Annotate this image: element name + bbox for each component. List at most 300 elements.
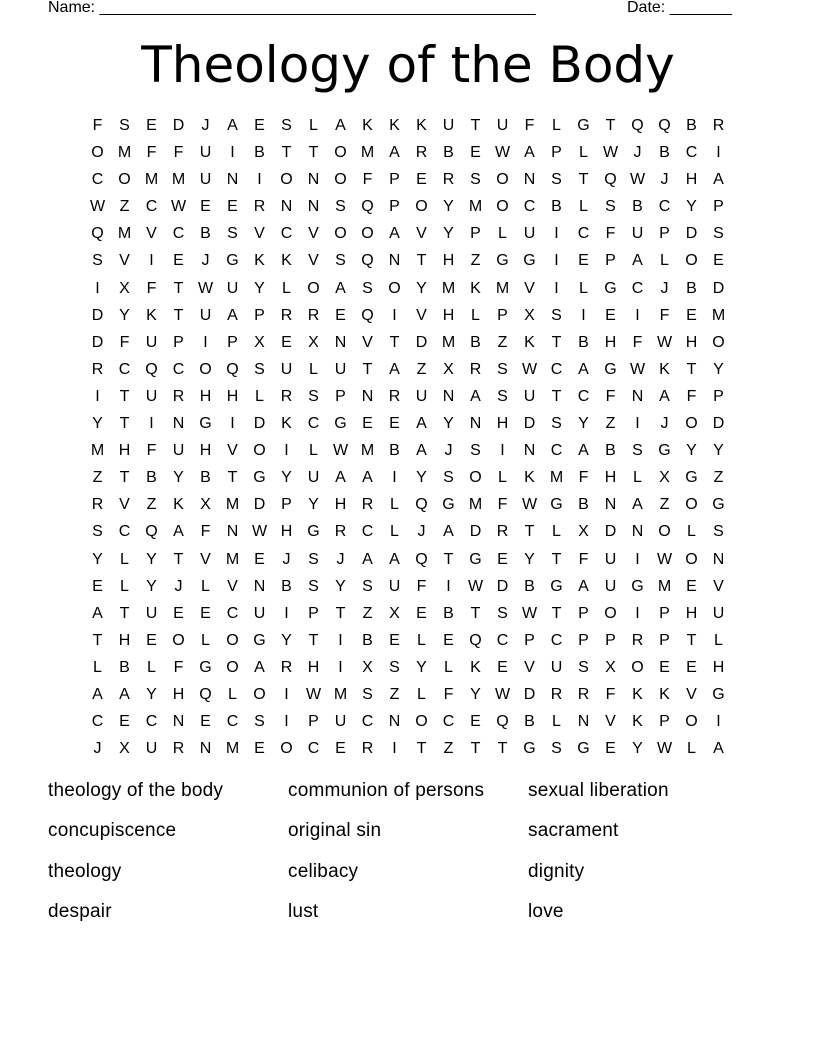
grid-letter[interactable]: W bbox=[251, 523, 268, 541]
grid-letter[interactable]: C bbox=[361, 523, 374, 541]
grid-letter[interactable]: E bbox=[146, 631, 157, 649]
grid-letter[interactable]: E bbox=[254, 550, 265, 568]
grid-letter[interactable]: W bbox=[629, 360, 646, 378]
grid-letter[interactable]: I bbox=[716, 713, 721, 731]
grid-letter[interactable]: D bbox=[685, 225, 698, 243]
grid-letter[interactable]: A bbox=[416, 442, 427, 460]
grid-letter[interactable]: J bbox=[282, 550, 291, 568]
grid-letter[interactable]: R bbox=[631, 631, 644, 649]
grid-letter[interactable]: P bbox=[470, 225, 481, 243]
grid-letter[interactable]: C bbox=[226, 604, 239, 622]
grid-letter[interactable]: I bbox=[257, 171, 262, 189]
grid-letter[interactable]: A bbox=[92, 604, 103, 622]
grid-letter[interactable]: B bbox=[578, 333, 589, 351]
grid-letter[interactable]: O bbox=[361, 225, 374, 243]
grid-letter[interactable]: S bbox=[470, 171, 481, 189]
grid-letter[interactable]: F bbox=[497, 496, 508, 514]
grid-letter[interactable]: A bbox=[173, 523, 184, 541]
grid-letter[interactable]: Y bbox=[308, 496, 319, 514]
grid-letter[interactable]: N bbox=[631, 523, 644, 541]
grid-letter[interactable]: P bbox=[497, 306, 508, 324]
grid-letter[interactable]: Z bbox=[362, 604, 373, 622]
grid-letter[interactable]: W bbox=[197, 279, 214, 297]
grid-letter[interactable]: X bbox=[659, 469, 670, 487]
grid-letter[interactable]: L bbox=[417, 685, 426, 703]
grid-letter[interactable]: I bbox=[149, 252, 154, 270]
grid-letter[interactable]: E bbox=[470, 144, 481, 162]
grid-letter[interactable]: H bbox=[334, 496, 347, 514]
grid-letter[interactable]: V bbox=[200, 550, 211, 568]
grid-letter[interactable]: L bbox=[201, 631, 210, 649]
grid-letter[interactable]: A bbox=[335, 279, 346, 297]
grid-letter[interactable]: R bbox=[550, 685, 563, 703]
grid-letter[interactable]: D bbox=[415, 333, 428, 351]
grid-letter[interactable]: N bbox=[523, 442, 536, 460]
grid-letter[interactable]: W bbox=[629, 171, 646, 189]
grid-letter[interactable]: U bbox=[253, 604, 266, 622]
grid-letter[interactable]: G bbox=[226, 252, 239, 270]
grid-letter[interactable]: D bbox=[253, 496, 266, 514]
grid-letter[interactable]: H bbox=[199, 442, 212, 460]
grid-letter[interactable]: Z bbox=[389, 685, 400, 703]
grid-letter[interactable]: O bbox=[334, 225, 347, 243]
grid-letter[interactable]: P bbox=[389, 198, 400, 216]
grid-letter[interactable]: S bbox=[551, 171, 562, 189]
grid-letter[interactable]: O bbox=[226, 631, 239, 649]
grid-letter[interactable]: H bbox=[442, 306, 455, 324]
grid-letter[interactable]: U bbox=[523, 387, 536, 405]
grid-letter[interactable]: D bbox=[712, 415, 725, 433]
grid-letter[interactable]: T bbox=[470, 604, 481, 622]
grid-letter[interactable]: T bbox=[119, 604, 130, 622]
grid-letter[interactable]: B bbox=[524, 577, 535, 595]
grid-letter[interactable]: U bbox=[307, 469, 320, 487]
grid-letter[interactable]: X bbox=[119, 279, 130, 297]
grid-letter[interactable]: H bbox=[604, 333, 617, 351]
grid-letter[interactable]: S bbox=[362, 279, 373, 297]
date-field[interactable]: Date: _______ bbox=[627, 0, 732, 16]
grid-letter[interactable]: I bbox=[716, 144, 721, 162]
grid-letter[interactable]: N bbox=[388, 252, 401, 270]
grid-letter[interactable]: Y bbox=[686, 198, 697, 216]
grid-letter[interactable]: G bbox=[199, 415, 212, 433]
grid-letter[interactable]: E bbox=[173, 604, 184, 622]
grid-letter[interactable]: C bbox=[307, 415, 320, 433]
grid-letter[interactable]: C bbox=[577, 387, 590, 405]
grid-letter[interactable]: G bbox=[604, 279, 617, 297]
grid-letter[interactable]: P bbox=[659, 604, 670, 622]
grid-letter[interactable]: O bbox=[226, 658, 239, 676]
grid-letter[interactable]: E bbox=[605, 740, 616, 758]
grid-letter[interactable]: Y bbox=[119, 306, 130, 324]
grid-letter[interactable]: A bbox=[416, 415, 427, 433]
grid-letter[interactable]: Q bbox=[145, 360, 158, 378]
grid-letter[interactable]: M bbox=[225, 740, 240, 758]
grid-letter[interactable]: F bbox=[173, 658, 184, 676]
grid-letter[interactable]: A bbox=[578, 360, 589, 378]
grid-letter[interactable]: H bbox=[685, 604, 698, 622]
grid-letter[interactable]: X bbox=[308, 333, 319, 351]
grid-letter[interactable]: N bbox=[388, 713, 401, 731]
grid-letter[interactable]: E bbox=[335, 740, 346, 758]
grid-letter[interactable]: Q bbox=[604, 171, 617, 189]
grid-letter[interactable]: O bbox=[91, 144, 104, 162]
grid-letter[interactable]: O bbox=[415, 198, 428, 216]
grid-letter[interactable]: C bbox=[280, 225, 293, 243]
grid-letter[interactable]: M bbox=[468, 496, 483, 514]
grid-letter[interactable]: I bbox=[284, 442, 289, 460]
grid-letter[interactable]: M bbox=[90, 442, 105, 460]
grid-letter[interactable]: X bbox=[389, 604, 400, 622]
grid-letter[interactable]: P bbox=[713, 387, 724, 405]
grid-letter[interactable]: D bbox=[712, 279, 725, 297]
grid-letter[interactable]: G bbox=[523, 740, 536, 758]
grid-letter[interactable]: F bbox=[659, 306, 670, 324]
grid-letter[interactable]: O bbox=[469, 469, 482, 487]
grid-letter[interactable]: M bbox=[360, 144, 375, 162]
grid-letter[interactable]: P bbox=[605, 252, 616, 270]
grid-letter[interactable]: D bbox=[253, 415, 266, 433]
grid-letter[interactable]: L bbox=[498, 225, 507, 243]
grid-letter[interactable]: P bbox=[605, 631, 616, 649]
grid-letter[interactable]: I bbox=[392, 740, 397, 758]
grid-letter[interactable]: P bbox=[713, 198, 724, 216]
grid-letter[interactable]: B bbox=[200, 225, 211, 243]
grid-letter[interactable]: T bbox=[470, 740, 481, 758]
grid-letter[interactable]: Q bbox=[658, 117, 671, 134]
grid-letter[interactable]: I bbox=[95, 279, 100, 297]
grid-letter[interactable]: N bbox=[226, 523, 239, 541]
grid-letter[interactable]: S bbox=[713, 523, 724, 541]
grid-letter[interactable]: B bbox=[686, 279, 697, 297]
grid-letter[interactable]: W bbox=[521, 496, 538, 514]
grid-letter[interactable]: E bbox=[686, 577, 697, 595]
grid-letter[interactable]: D bbox=[91, 333, 104, 351]
grid-letter[interactable]: Y bbox=[416, 469, 427, 487]
grid-letter[interactable]: W bbox=[170, 198, 187, 216]
grid-letter[interactable]: B bbox=[443, 144, 454, 162]
grid-letter[interactable]: S bbox=[632, 442, 643, 460]
grid-letter[interactable]: R bbox=[442, 171, 455, 189]
grid-letter[interactable]: U bbox=[523, 225, 536, 243]
grid-letter[interactable]: E bbox=[200, 198, 211, 216]
grid-letter[interactable]: I bbox=[338, 658, 343, 676]
grid-letter[interactable]: T bbox=[173, 279, 184, 297]
grid-letter[interactable]: M bbox=[549, 469, 564, 487]
grid-letter[interactable]: L bbox=[309, 117, 318, 134]
grid-letter[interactable]: B bbox=[578, 496, 589, 514]
grid-letter[interactable]: T bbox=[578, 171, 589, 189]
grid-letter[interactable]: B bbox=[254, 144, 265, 162]
grid-letter[interactable]: R bbox=[307, 306, 320, 324]
grid-letter[interactable]: U bbox=[199, 144, 212, 162]
grid-letter[interactable]: W bbox=[521, 604, 538, 622]
grid-letter[interactable]: S bbox=[497, 604, 508, 622]
grid-letter[interactable]: F bbox=[686, 387, 697, 405]
grid-letter[interactable]: S bbox=[119, 117, 130, 134]
grid-letter[interactable]: V bbox=[119, 496, 130, 514]
grid-letter[interactable]: C bbox=[523, 198, 536, 216]
grid-letter[interactable]: L bbox=[120, 550, 129, 568]
grid-letter[interactable]: N bbox=[712, 550, 725, 568]
grid-letter[interactable]: J bbox=[174, 577, 183, 595]
grid-letter[interactable]: M bbox=[441, 279, 456, 297]
grid-letter[interactable]: Z bbox=[605, 415, 616, 433]
grid-letter[interactable]: I bbox=[446, 577, 451, 595]
grid-letter[interactable]: C bbox=[145, 198, 158, 216]
grid-letter[interactable]: Y bbox=[578, 415, 589, 433]
grid-letter[interactable]: H bbox=[118, 442, 131, 460]
grid-letter[interactable]: V bbox=[362, 333, 373, 351]
grid-letter[interactable]: A bbox=[470, 387, 481, 405]
grid-letter[interactable]: C bbox=[550, 360, 563, 378]
grid-letter[interactable]: C bbox=[361, 713, 374, 731]
grid-letter[interactable]: S bbox=[254, 360, 265, 378]
grid-letter[interactable]: H bbox=[199, 387, 212, 405]
grid-letter[interactable]: Y bbox=[443, 415, 454, 433]
grid-letter[interactable]: L bbox=[687, 523, 696, 541]
grid-letter[interactable]: E bbox=[416, 604, 427, 622]
grid-letter[interactable]: S bbox=[551, 306, 562, 324]
grid-letter[interactable]: C bbox=[442, 713, 455, 731]
grid-letter[interactable]: E bbox=[281, 333, 292, 351]
grid-letter[interactable]: W bbox=[332, 442, 349, 460]
grid-letter[interactable]: F bbox=[443, 685, 454, 703]
grid-letter[interactable]: Y bbox=[686, 442, 697, 460]
grid-letter[interactable]: N bbox=[334, 333, 347, 351]
grid-letter[interactable]: Y bbox=[146, 550, 157, 568]
grid-letter[interactable]: L bbox=[552, 117, 561, 134]
grid-letter[interactable]: I bbox=[230, 415, 235, 433]
grid-letter[interactable]: M bbox=[495, 279, 510, 297]
grid-letter[interactable]: C bbox=[118, 523, 131, 541]
grid-letter[interactable]: V bbox=[227, 577, 238, 595]
grid-letter[interactable]: M bbox=[468, 198, 483, 216]
grid-letter[interactable]: T bbox=[605, 117, 616, 134]
grid-letter[interactable]: C bbox=[307, 740, 320, 758]
grid-letter[interactable]: A bbox=[389, 360, 400, 378]
grid-letter[interactable]: V bbox=[416, 225, 427, 243]
grid-letter[interactable]: Y bbox=[443, 225, 454, 243]
grid-letter[interactable]: K bbox=[524, 333, 535, 351]
grid-letter[interactable]: I bbox=[338, 631, 343, 649]
grid-letter[interactable]: C bbox=[118, 360, 131, 378]
grid-letter[interactable]: Y bbox=[632, 740, 643, 758]
grid-letter[interactable]: C bbox=[631, 279, 644, 297]
grid-letter[interactable]: S bbox=[227, 225, 238, 243]
grid-letter[interactable]: E bbox=[227, 198, 238, 216]
grid-letter[interactable]: S bbox=[470, 442, 481, 460]
grid-letter[interactable]: M bbox=[441, 333, 456, 351]
grid-letter[interactable]: E bbox=[578, 252, 589, 270]
grid-letter[interactable]: B bbox=[686, 117, 697, 134]
grid-letter[interactable]: K bbox=[659, 685, 670, 703]
grid-letter[interactable]: E bbox=[389, 631, 400, 649]
grid-letter[interactable]: G bbox=[631, 577, 644, 595]
grid-letter[interactable]: H bbox=[685, 333, 698, 351]
grid-letter[interactable]: Q bbox=[226, 360, 239, 378]
grid-letter[interactable]: F bbox=[578, 469, 589, 487]
grid-letter[interactable]: O bbox=[334, 171, 347, 189]
grid-letter[interactable]: J bbox=[444, 442, 453, 460]
grid-letter[interactable]: M bbox=[711, 306, 726, 324]
grid-letter[interactable]: S bbox=[335, 252, 346, 270]
grid-letter[interactable]: N bbox=[172, 415, 185, 433]
grid-letter[interactable]: C bbox=[496, 631, 509, 649]
grid-letter[interactable]: J bbox=[633, 144, 642, 162]
grid-letter[interactable]: T bbox=[443, 550, 454, 568]
grid-letter[interactable]: I bbox=[554, 279, 559, 297]
grid-letter[interactable]: V bbox=[119, 252, 130, 270]
grid-letter[interactable]: Z bbox=[119, 198, 130, 216]
grid-letter[interactable]: T bbox=[389, 333, 400, 351]
grid-letter[interactable]: X bbox=[362, 658, 373, 676]
name-field[interactable]: Name: _________________________________________________ bbox=[48, 0, 536, 16]
grid-letter[interactable]: E bbox=[335, 306, 346, 324]
grid-letter[interactable]: G bbox=[253, 631, 266, 649]
grid-letter[interactable]: S bbox=[92, 252, 103, 270]
grid-letter[interactable]: E bbox=[200, 713, 211, 731]
grid-letter[interactable]: H bbox=[496, 415, 509, 433]
grid-letter[interactable]: Q bbox=[145, 523, 158, 541]
grid-letter[interactable]: H bbox=[685, 171, 698, 189]
grid-letter[interactable]: N bbox=[280, 198, 293, 216]
grid-letter[interactable]: V bbox=[524, 658, 535, 676]
grid-letter[interactable]: U bbox=[604, 550, 617, 568]
grid-letter[interactable]: I bbox=[203, 333, 208, 351]
grid-letter[interactable]: I bbox=[635, 604, 640, 622]
grid-letter[interactable]: X bbox=[119, 740, 130, 758]
grid-letter[interactable]: R bbox=[496, 523, 509, 541]
grid-letter[interactable]: F bbox=[173, 144, 184, 162]
grid-letter[interactable]: K bbox=[470, 658, 481, 676]
grid-letter[interactable]: V bbox=[686, 685, 697, 703]
grid-letter[interactable]: Y bbox=[173, 469, 184, 487]
grid-letter[interactable]: R bbox=[712, 117, 725, 134]
grid-letter[interactable]: K bbox=[632, 685, 643, 703]
grid-letter[interactable]: K bbox=[281, 252, 292, 270]
grid-letter[interactable]: S bbox=[389, 658, 400, 676]
grid-letter[interactable]: R bbox=[280, 658, 293, 676]
grid-letter[interactable]: B bbox=[146, 469, 157, 487]
grid-letter[interactable]: A bbox=[632, 496, 643, 514]
grid-letter[interactable]: Z bbox=[497, 333, 508, 351]
grid-letter[interactable]: L bbox=[390, 523, 399, 541]
grid-letter[interactable]: U bbox=[199, 171, 212, 189]
grid-letter[interactable]: E bbox=[686, 658, 697, 676]
grid-letter[interactable]: F bbox=[200, 523, 211, 541]
grid-letter[interactable]: R bbox=[172, 740, 185, 758]
grid-letter[interactable]: W bbox=[656, 550, 673, 568]
grid-letter[interactable]: L bbox=[633, 469, 642, 487]
grid-letter[interactable]: B bbox=[200, 469, 211, 487]
grid-letter[interactable]: T bbox=[686, 360, 697, 378]
grid-letter[interactable]: W bbox=[602, 144, 619, 162]
grid-letter[interactable]: B bbox=[443, 604, 454, 622]
grid-letter[interactable]: O bbox=[604, 604, 617, 622]
grid-letter[interactable]: G bbox=[469, 550, 482, 568]
grid-letter[interactable]: G bbox=[523, 252, 536, 270]
grid-letter[interactable]: A bbox=[92, 685, 103, 703]
grid-letter[interactable]: O bbox=[685, 415, 698, 433]
grid-letter[interactable]: U bbox=[334, 713, 347, 731]
grid-letter[interactable]: G bbox=[712, 685, 725, 703]
grid-letter[interactable]: Y bbox=[92, 550, 103, 568]
grid-letter[interactable]: R bbox=[253, 198, 266, 216]
grid-letter[interactable]: S bbox=[497, 360, 508, 378]
grid-letter[interactable]: R bbox=[91, 496, 104, 514]
grid-letter[interactable]: G bbox=[550, 577, 563, 595]
grid-letter[interactable]: S bbox=[308, 387, 319, 405]
grid-letter[interactable]: D bbox=[604, 523, 617, 541]
grid-letter[interactable]: T bbox=[686, 631, 697, 649]
grid-letter[interactable]: Q bbox=[91, 225, 104, 243]
grid-letter[interactable]: B bbox=[470, 333, 481, 351]
grid-letter[interactable]: H bbox=[307, 658, 320, 676]
grid-letter[interactable]: U bbox=[199, 306, 212, 324]
grid-letter[interactable]: F bbox=[146, 144, 157, 162]
grid-letter[interactable]: E bbox=[389, 415, 400, 433]
grid-letter[interactable]: M bbox=[333, 685, 348, 703]
grid-letter[interactable]: A bbox=[578, 442, 589, 460]
grid-letter[interactable]: C bbox=[145, 713, 158, 731]
grid-letter[interactable]: G bbox=[604, 360, 617, 378]
grid-letter[interactable]: W bbox=[656, 333, 673, 351]
grid-letter[interactable]: L bbox=[417, 631, 426, 649]
grid-letter[interactable]: V bbox=[308, 225, 319, 243]
grid-letter[interactable]: S bbox=[308, 550, 319, 568]
grid-letter[interactable]: E bbox=[173, 252, 184, 270]
grid-letter[interactable]: C bbox=[91, 713, 104, 731]
grid-letter[interactable]: Z bbox=[470, 252, 481, 270]
grid-letter[interactable]: W bbox=[467, 577, 484, 595]
grid-letter[interactable]: I bbox=[635, 415, 640, 433]
grid-letter[interactable]: O bbox=[685, 550, 698, 568]
grid-letter[interactable]: K bbox=[416, 117, 427, 134]
grid-letter[interactable]: R bbox=[280, 306, 293, 324]
grid-letter[interactable]: B bbox=[119, 658, 130, 676]
grid-letter[interactable]: A bbox=[443, 523, 454, 541]
grid-letter[interactable]: C bbox=[91, 171, 104, 189]
grid-letter[interactable]: J bbox=[660, 415, 669, 433]
grid-letter[interactable]: Q bbox=[199, 685, 212, 703]
grid-letter[interactable]: S bbox=[497, 387, 508, 405]
grid-letter[interactable]: X bbox=[524, 306, 535, 324]
grid-letter[interactable]: E bbox=[119, 713, 130, 731]
grid-letter[interactable]: Z bbox=[713, 469, 724, 487]
grid-letter[interactable]: L bbox=[255, 387, 264, 405]
grid-letter[interactable]: Y bbox=[713, 360, 724, 378]
grid-letter[interactable]: D bbox=[496, 577, 509, 595]
grid-letter[interactable]: P bbox=[659, 225, 670, 243]
grid-letter[interactable]: H bbox=[604, 469, 617, 487]
grid-letter[interactable]: E bbox=[686, 306, 697, 324]
grid-letter[interactable]: A bbox=[389, 144, 400, 162]
grid-letter[interactable]: S bbox=[308, 577, 319, 595]
grid-letter[interactable]: O bbox=[172, 631, 185, 649]
grid-letter[interactable]: L bbox=[552, 713, 561, 731]
grid-letter[interactable]: E bbox=[92, 577, 103, 595]
grid-letter[interactable]: O bbox=[307, 279, 320, 297]
grid-letter[interactable]: P bbox=[524, 631, 535, 649]
grid-letter[interactable]: S bbox=[281, 117, 292, 134]
grid-letter[interactable]: Q bbox=[361, 198, 374, 216]
grid-letter[interactable]: O bbox=[496, 171, 509, 189]
grid-letter[interactable]: Y bbox=[713, 442, 724, 460]
grid-letter[interactable]: L bbox=[444, 658, 453, 676]
grid-letter[interactable]: E bbox=[254, 117, 265, 134]
grid-letter[interactable]: N bbox=[361, 387, 374, 405]
